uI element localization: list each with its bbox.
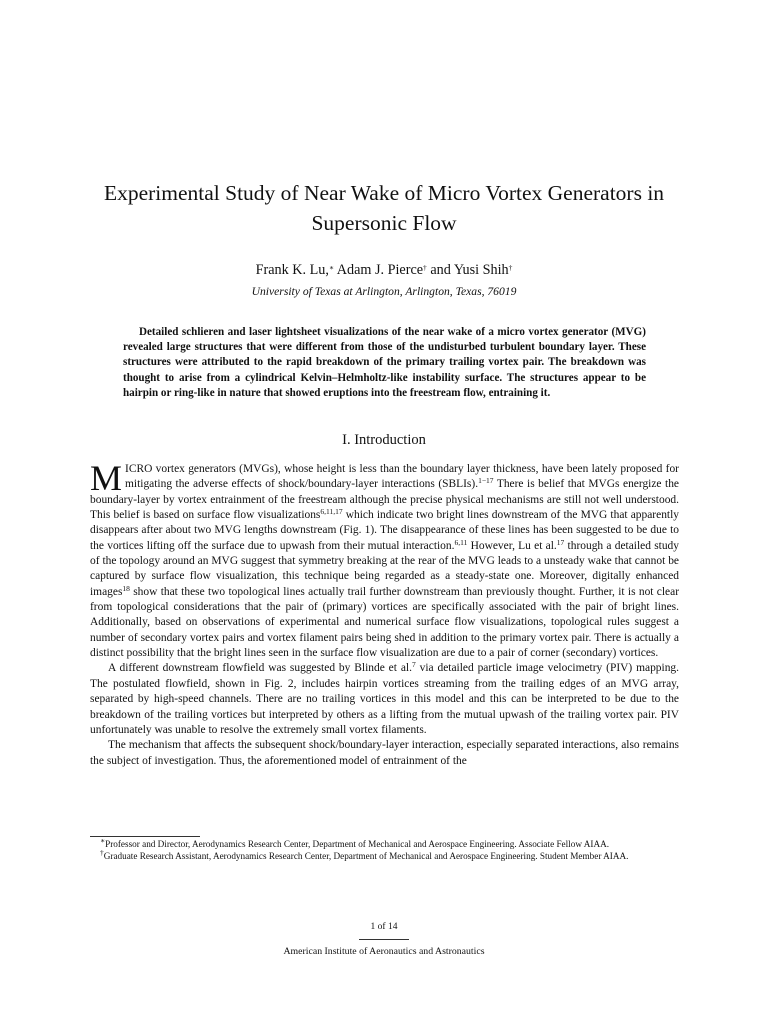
citation-ref: 18 — [122, 583, 130, 593]
page-number-divider — [359, 939, 409, 940]
author-footnote-mark: † — [423, 263, 427, 272]
author-footnote-mark: ∗ — [328, 263, 334, 272]
page-number: 1 of 14 — [370, 922, 398, 932]
section-heading: I. Introduction — [342, 432, 426, 448]
footnote-mark: ∗ — [100, 836, 106, 845]
footnote-divider — [90, 836, 200, 837]
footnote-text: Graduate Research Assistant, Aerodynamics Research Center, Department of Mechanical and Aerospace Engineering. Student Member AIAA. — [103, 851, 629, 862]
drop-cap: M — [90, 458, 123, 498]
text-run: through a detailed study of the topology around an MVG suggest that symmetry breaking at the rear of the MVG leads to a unsteady wake that cannot be captured by surface flow visualization, this technique being regarded as a steady-state one. Moreover, digitally enhanced images — [90, 539, 679, 598]
text-run: show that these two topological lines actually trail further downstream than previously thought. Further, it is not clear from topological considerations that the pair of (primary) vortices are specifically associated with the pair of bright lines. Additionally, based on observations of experimental and numerical surface flow visualizations, topological rules suggest a number of secondary vortex pairs and vortex filament pairs being shed in addition to the primary vortex pair. There is actually a distinct possibility that the bright lines seen in the surface flow visualization are due to a pair of corner (secondary) vortices. — [90, 585, 679, 660]
citation-ref: 7 — [411, 660, 416, 670]
footnote-text: Professor and Director, Aerodynamics Research Center, Department of Mechanical and Aerospace Engineering. Associate Fellow AIAA. — [105, 839, 610, 849]
author-footnote-mark: † — [508, 263, 513, 272]
footnote — [90, 850, 679, 862]
footnote-mark: † — [100, 848, 104, 858]
paragraph — [90, 738, 679, 769]
text-run: The mechanism that affects the subsequent shock/boundary-layer interaction, especially separated interactions, also remains the subject of investigation. Thus, the aforementioned model of entrainment of the — [90, 739, 679, 767]
citation-ref: 6,11,17 — [320, 507, 343, 517]
citation-ref: 1−17 — [478, 476, 494, 486]
author-affiliation: University of Texas at Arlington, Arlington, Texas, 76019 — [251, 285, 517, 298]
abstract: Detailed schlieren and laser lightsheet visualizations of the near wake of a micro vortex generator (MVG) revealed large structures that were different from those of the undisturbed turbulent boundary layer. These structures were attributed to the rapid breakdown of the primary trailing vortex pair. The breakdown was thought to arise from a cylindrical Kelvin–Helmholtz-like instability surface. The structures appear to be hairpin or ring-like in nature that showed eruptions into the freestream flow, entraining it. — [123, 326, 646, 399]
author-name: Adam J. Pierce — [336, 262, 424, 278]
citation-ref: 6,11 — [454, 537, 468, 547]
paper-title: Experimental Study of Near Wake of Micro Vortex Generators in Supersonic Flow — [103, 181, 665, 235]
author-list — [90, 262, 678, 279]
footnotes — [90, 838, 679, 863]
text-run: There is belief that MVGs energize the boundary-layer by vortex entrainment of the freestream although the precise physical mechanisms are still not well understood. This belief is based on surface flow visualizations — [90, 478, 679, 522]
journal-footer: American Institute of Aeronautics and Astronautics — [283, 946, 485, 957]
text-run: via detailed particle image velocimetry (PIV) mapping. The postulated flowfield, shown in Fig. 2, includes hairpin vortices streaming from the trailing edges of an MVG array, separated by high-speed channels. There are no trailing vortices in this model and this can be interpreted to be due to the breakdown of the trailing vortices but interpreted by others as a lifting from the mutual upwash of the trailing vortex pair. PIV unfortunately was unable to resolve the extremely small vortex filaments. — [90, 662, 679, 736]
paragraph — [90, 661, 679, 738]
text-run: However, Lu et al. — [467, 539, 557, 552]
introduction-body — [90, 458, 679, 769]
text-run: A different downstream flowfield was suggested by Blinde et al. — [108, 662, 412, 675]
text-run: which indicate two bright lines downstream of the MVG that apparently disappears after about two MVG lengths downstream (Fig. 1). The disappearance of these lines has been suggested to be due to the vortices lifting off the surface due to upwash from their mutual interaction. — [90, 509, 679, 552]
citation-ref: 17 — [556, 537, 565, 547]
text-run: ICRO vortex generators (MVGs), whose height is less than the boundary layer thickness, have been lately proposed for mitigating the adverse effects of shock/boundary-layer interactions (SBLIs). — [125, 463, 679, 491]
footnote — [90, 838, 679, 850]
paragraph — [90, 458, 679, 661]
author-name: and Yusi Shih — [430, 262, 509, 278]
author-name: Frank K. Lu, — [255, 262, 329, 278]
